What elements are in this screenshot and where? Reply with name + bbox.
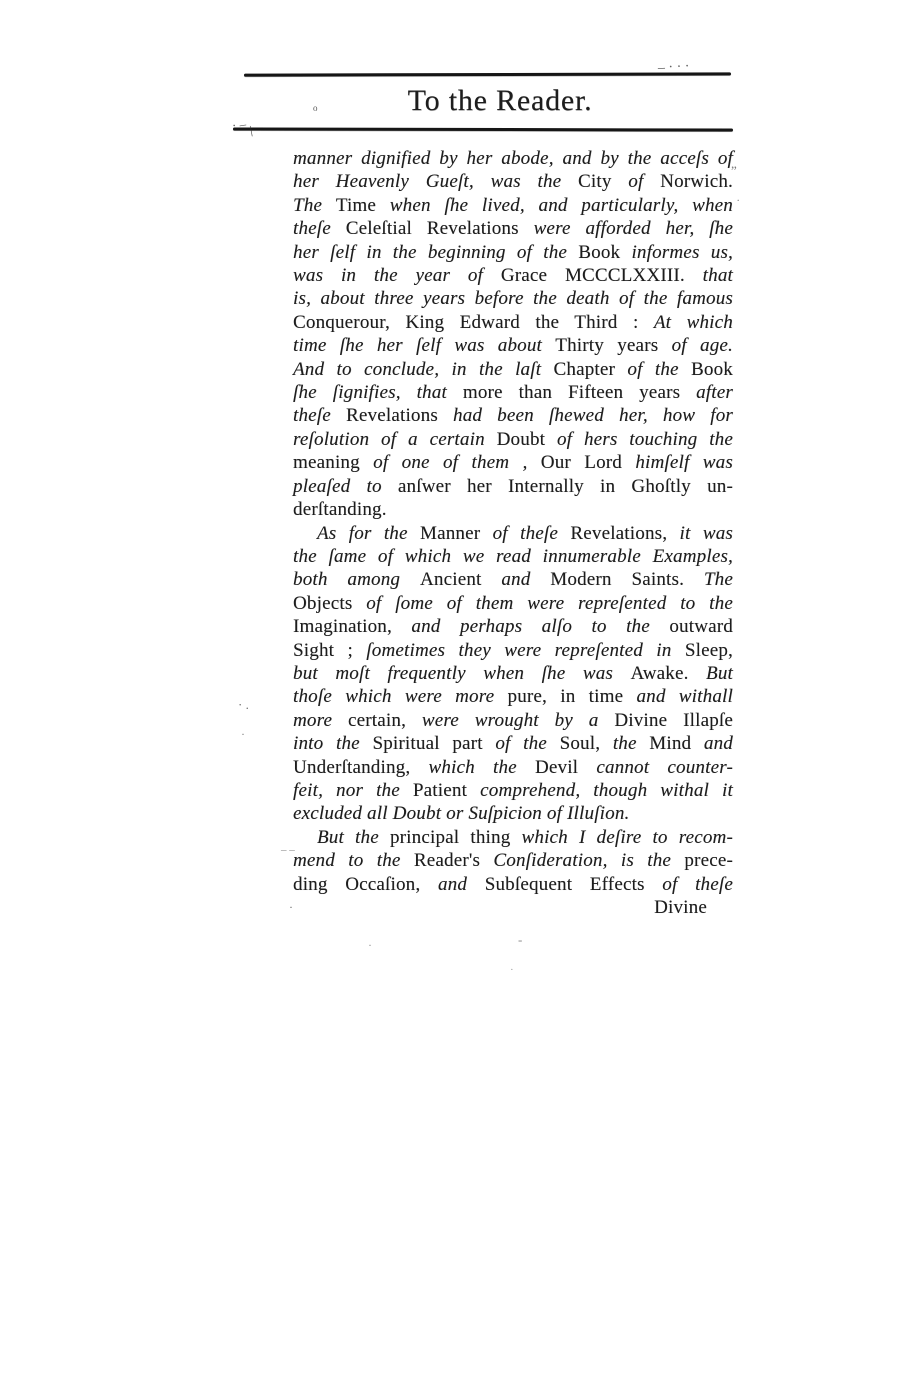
catchword [293,896,733,919]
text-segment: certain, [347,709,422,731]
text-segment: But [706,662,734,684]
text-segment: more [293,709,348,731]
text-line [293,147,733,170]
text-segment: of ſome of them were repreſented to the [366,592,733,614]
text-line [293,756,733,779]
text-segment: Thirty years [555,335,672,357]
text-line [293,802,733,825]
text-segment: Revelations, [570,522,680,544]
text-segment: excluded all Doubt or Suſpicion of Illuſion. [293,803,630,825]
text-segment: Norwich. [660,171,733,193]
text-line [293,639,733,662]
text-line [293,615,733,638]
text-segment: and perhaps alſo to the [411,616,670,638]
scan-artifact: · [241,727,245,741]
text-line [293,217,733,240]
text-segment: the [612,733,650,755]
text-segment: derſtanding. [293,499,387,521]
text-segment: As for the [317,522,420,544]
text-segment: of theſe [492,522,571,544]
text-segment: City [578,171,629,193]
text-segment: feit, nor the [293,779,413,801]
text-line [293,358,733,381]
text-line [293,592,733,615]
text-segment: Revelations [346,405,453,427]
body-text [293,147,733,919]
text-segment: and withall [636,686,733,708]
text-segment: ding Occaſion, [293,873,438,895]
text-segment: her Heavenly Gueſt, was the [293,171,578,193]
text-segment: were wrought by a [421,709,615,731]
text-line [293,311,733,334]
text-segment: Underſtanding, [293,756,429,778]
text-segment: Patient [412,779,481,801]
text-segment: Sight ; [293,639,367,661]
text-segment: were afforded her, ſhe [533,218,733,240]
text-segment: Conſideration, is the [493,850,685,872]
text-segment: Book [578,241,632,263]
text-segment: Conquerour, King Edward the Third : [293,311,654,333]
text-line [293,475,733,498]
text-segment: time ſhe her ſelf was about [293,335,556,357]
text-line [293,498,733,521]
text-segment: Grace MCCCLXXIII. [500,265,703,287]
text-segment: and [437,873,485,895]
text-segment: Imagination, [293,616,412,638]
scan-artifact: · [510,964,514,976]
text-segment: more than Fifteen years [462,382,697,404]
text-line [293,522,733,545]
text-segment: but moſt frequently when ſhe was [293,662,631,684]
text-segment: after [696,382,733,404]
text-segment: had been ſhewed her, how for [453,405,733,427]
text-segment: outward [669,616,733,638]
text-segment: thoſe which were more [293,686,508,708]
text-segment: ſhe ſignifies, that [293,382,463,404]
text-line [293,685,733,708]
text-segment: which the [428,756,535,778]
text-segment: Subſequent Effects [484,873,663,895]
text-segment: Our Lord [540,452,636,474]
text-segment: pure, in time [507,686,637,708]
header-rule-top [244,72,731,76]
text-segment: The [293,194,336,216]
text-segment: meaning [293,452,374,474]
text-segment: Doubt [496,428,557,450]
text-segment: At which [653,311,733,333]
text-line [293,849,733,872]
text-segment: into the [293,733,373,755]
text-segment: Objects [293,592,367,614]
text-line [293,732,733,755]
text-segment: of hers touching the [556,428,734,450]
text-segment: of one of them , [373,452,541,474]
text-segment: Celeſtial Revelations [345,218,534,240]
text-segment: it was [679,522,733,544]
text-segment: of the [627,358,692,380]
text-line [293,381,733,404]
text-segment: himſelf was [635,452,733,474]
text-segment: anſwer her Internally in Ghoſtly un- [397,475,733,497]
text-segment: Soul, [559,733,613,755]
text-segment: the ſame of which we read innumerable Examples, [293,545,733,567]
text-segment: and [501,569,551,591]
scan-artifact: _ _ [281,840,295,852]
text-segment: theſe [293,218,346,240]
scan-artifact: o [313,103,318,113]
text-line [293,264,733,287]
scan-artifact: · – [230,116,247,133]
text-line [293,709,733,732]
text-line [293,662,733,685]
text-segment: Spiritual part [372,733,496,755]
text-segment: But the [317,826,390,848]
text-segment: manner dignified by her abode, and by the acceſs of [293,148,733,169]
text-segment: And to conclude, in the laſt [293,358,554,380]
scan-artifact: · . [238,697,249,712]
text-segment: principal thing [389,826,522,848]
text-line [293,241,733,264]
text-segment: Book [691,358,733,380]
text-segment: Awake. [630,662,707,684]
text-segment: and [703,733,733,755]
text-segment: is, about three years before the death of the famous [293,288,733,310]
page-title: To the Reader. [407,84,593,117]
text-segment: cannot counter- [596,756,733,778]
text-segment: Divine Illapſe [614,709,734,731]
text-line [293,428,733,451]
text-segment: mend to the [293,850,414,872]
text-line [293,334,733,357]
scan-artifact: – · · · [657,59,690,76]
text-segment: prece- [684,850,734,872]
text-line [293,568,733,591]
text-segment: which I deſire to recom- [521,826,733,848]
text-segment: Devil [534,756,597,778]
scan-artifact: · [368,938,372,952]
text-segment: Chapter [553,358,628,380]
text-segment: her ſelf in the beginning of the [293,241,579,263]
text-segment: informes us, [631,241,733,263]
text-segment: Modern Saints. [550,569,704,591]
scan-artifact: · [289,900,293,914]
text-line [293,404,733,427]
text-line [293,170,733,193]
header-rule-bottom [233,127,733,131]
text-segment: comprehend, though withal it [480,779,733,801]
text-line [293,451,733,474]
text-segment: Ancient [419,569,502,591]
scan-artifact: - [518,932,523,947]
text-segment: of [628,171,661,193]
text-line [293,826,733,849]
text-segment: was in the year of [293,265,501,287]
text-segment: The [703,569,734,591]
text-segment: that [702,265,733,287]
text-segment: pleaſed to [293,475,398,497]
text-segment: of the [495,733,560,755]
text-segment: of age. [671,335,733,357]
text-line [293,873,733,896]
scan-artifact: \ [247,123,255,141]
scan-artifact: ” [731,163,737,178]
text-segment: Sleep, [684,639,733,661]
text-segment: both among [293,569,420,591]
text-segment: Divine [654,897,707,918]
text-segment: of theſe [662,873,734,895]
text-segment: Mind [649,733,704,755]
text-line [293,545,733,568]
text-segment: Reader's [413,850,494,872]
text-segment: Manner [419,522,493,544]
text-segment: theſe [293,405,347,427]
text-segment: Time [335,194,390,216]
text-line [293,779,733,802]
text-line [293,194,733,217]
text-segment: when ſhe lived, and particularly, when [389,194,733,216]
text-line [293,287,733,310]
text-segment: reſolution of a certain [293,428,497,450]
text-segment: ſometimes they were repreſented in [366,639,685,661]
scan-artifact: ˙ [736,196,741,211]
